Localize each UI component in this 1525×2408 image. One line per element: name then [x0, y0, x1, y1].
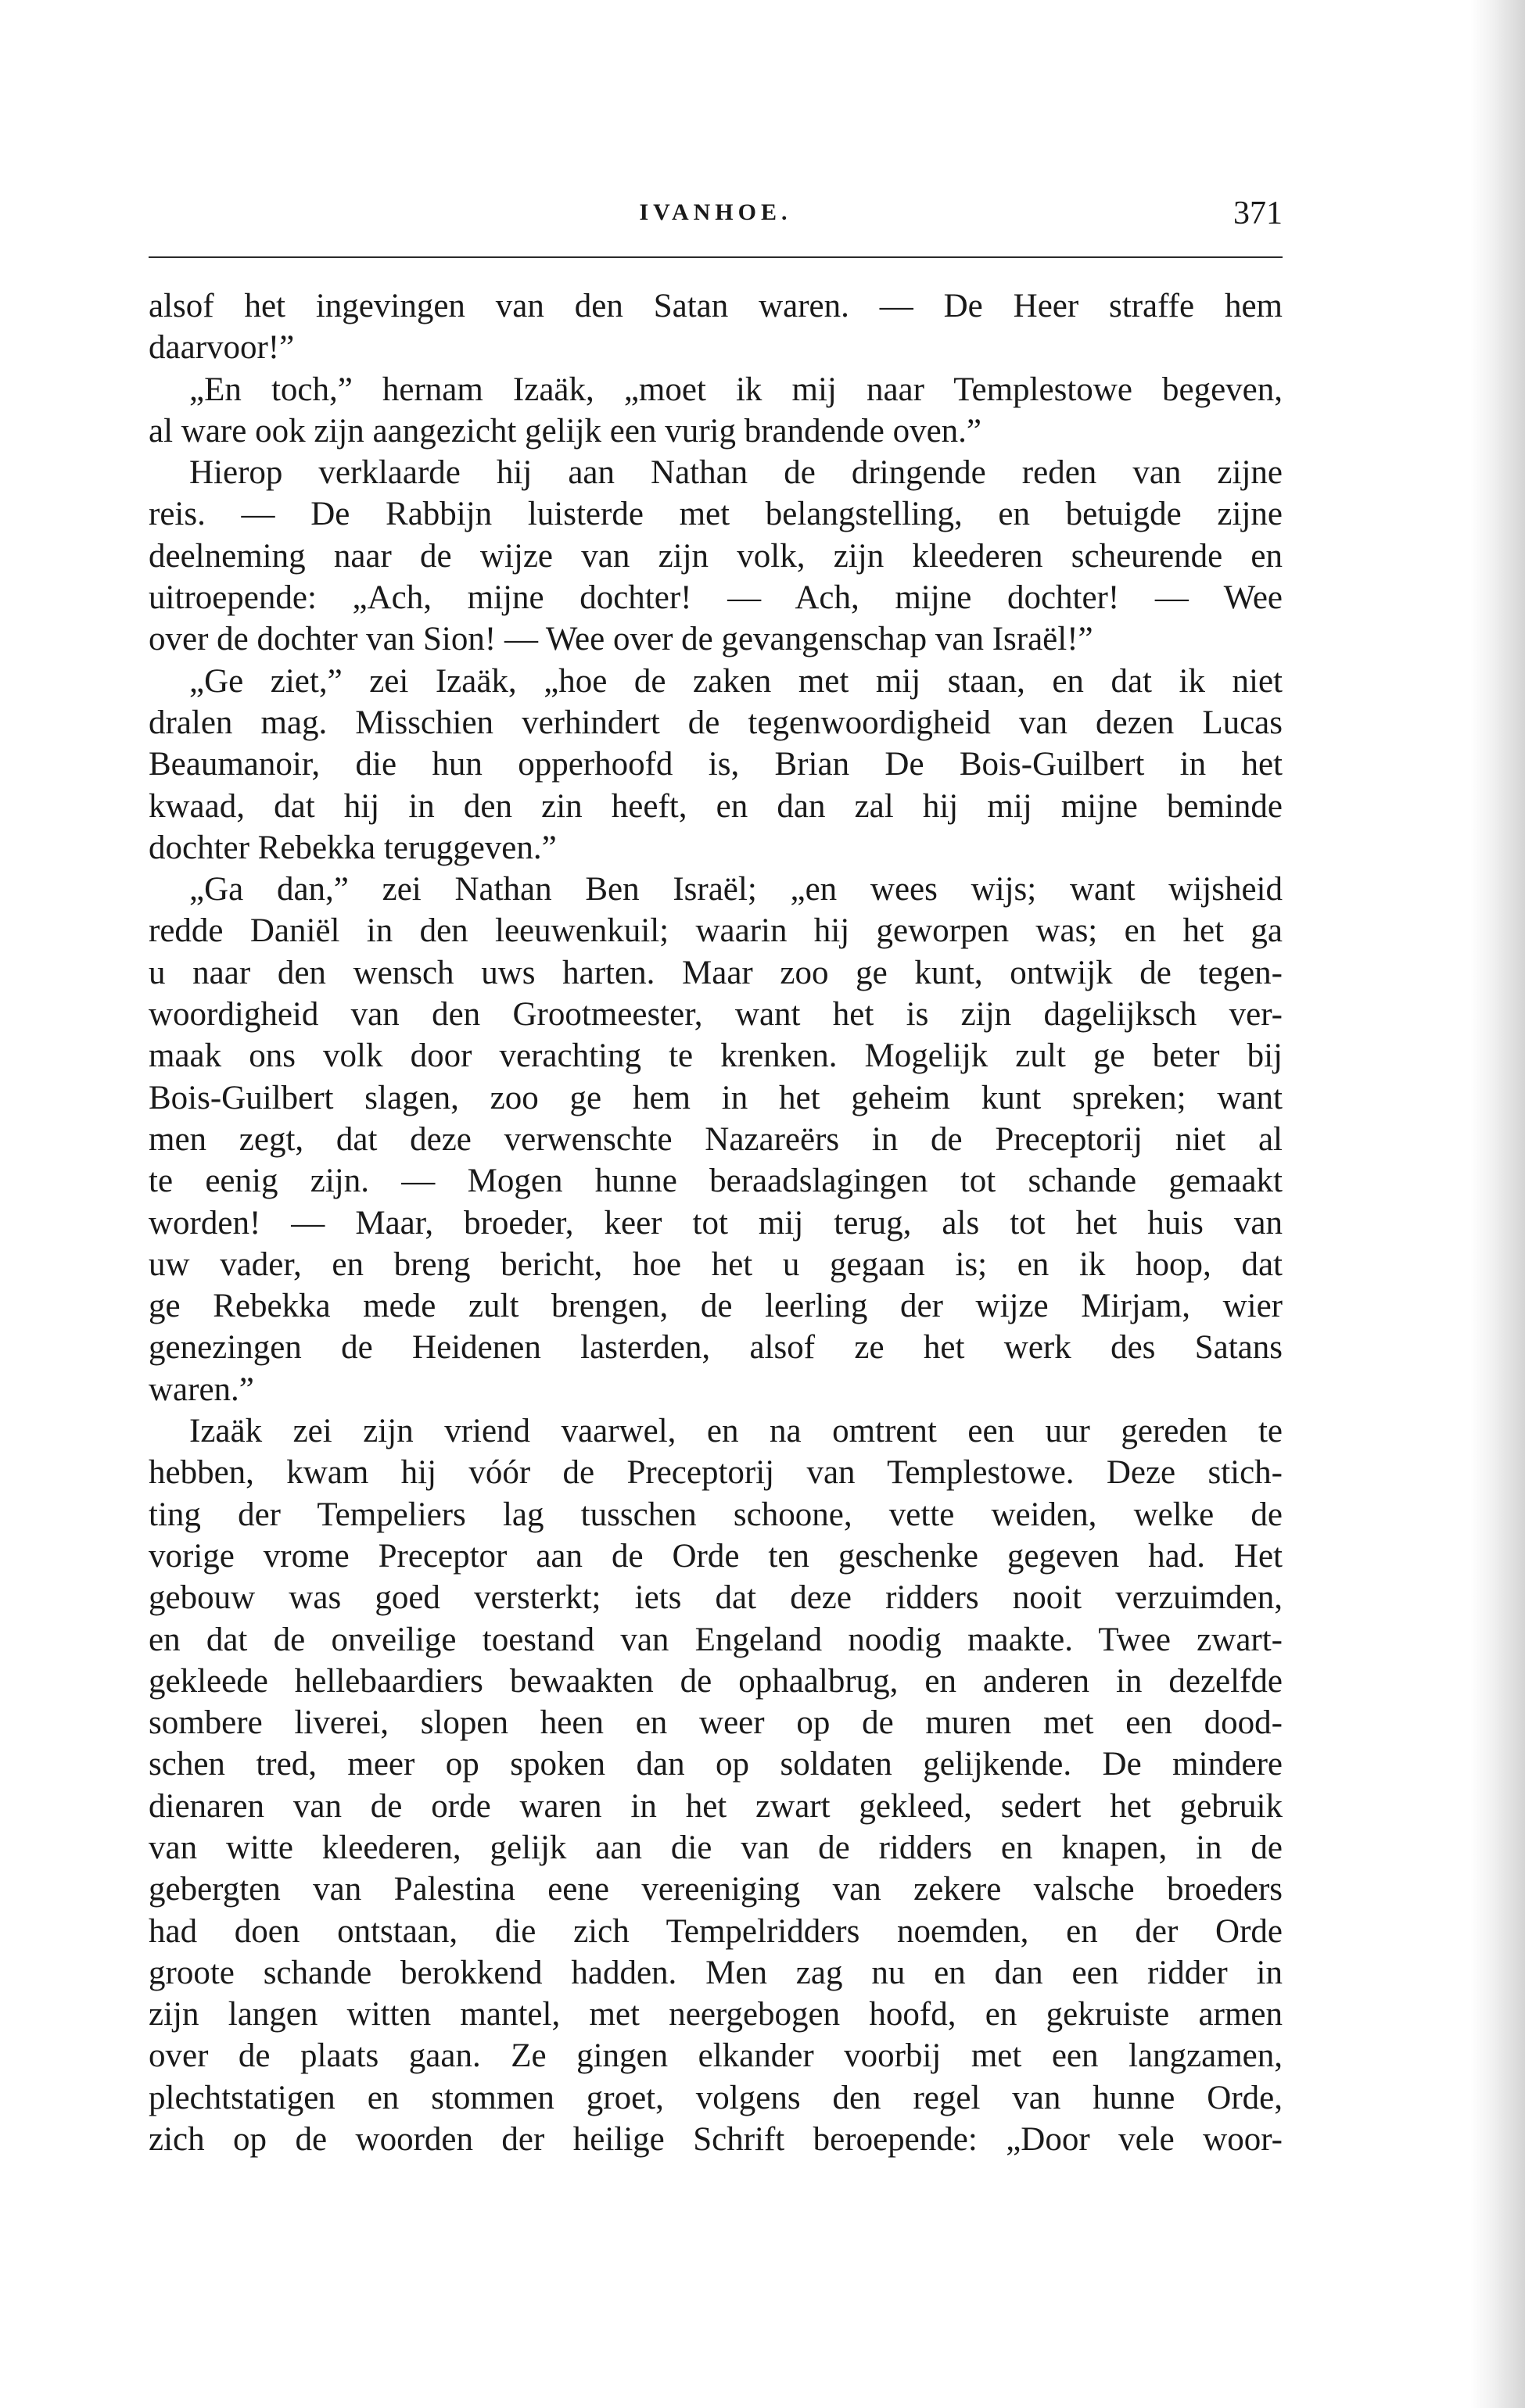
- text-line: al ware ook zijn aangezicht gelijk een vurig brandende oven.”: [149, 412, 981, 450]
- text-line: deelneming naar de wijze van zijn volk, zijn kleederen scheurende en: [149, 537, 1283, 575]
- text-line: zich op de woorden der heilige Schrift beroepende: „Door vele woor-: [149, 2121, 1283, 2159]
- text-line: groote schande berokkend hadden. Men zag nu en dan een ridder in: [149, 1954, 1283, 1991]
- text-line: gekleede hellebaardiers bewaakten de ophaalbrug, en anderen in dezelfde: [149, 1662, 1283, 1700]
- text-line: ting der Tempeliers lag tusschen schoone, vette weiden, welke de: [149, 1496, 1283, 1533]
- text-line: Bois-Guilbert slagen, zoo ge hem in het geheim kunt spreken; want: [149, 1079, 1283, 1116]
- text-line: reis. — De Rabbijn luisterde met belangstelling, en betuigde zijne: [149, 496, 1283, 533]
- text-line: Izaäk zei zijn vriend vaarwel, en na omtrent een uur gereden te: [189, 1413, 1283, 1450]
- text-line: plechtstatigen en stommen groet, volgens den regel van hunne Orde,: [149, 2079, 1283, 2116]
- text-line: men zegt, dat deze verwenschte Nazareërs in de Preceptorij niet al: [149, 1120, 1283, 1158]
- text-line: genezingen de Heidenen lasterden, alsof ze het werk des Satans: [149, 1329, 1283, 1367]
- text-line: Beaumanoir, die hun opperhoofd is, Brian De Bois-Guilbert in het: [149, 746, 1283, 783]
- text-line: zijn langen witten mantel, met neergebogen hoofd, en gekruiste armen: [149, 1996, 1283, 2034]
- text-line: uw vader, en breng bericht, hoe het u gegaan is; en ik hoop, dat: [149, 1245, 1283, 1283]
- text-line: redde Daniël in den leeuwenkuil; waarin hij geworpen was; en het ga: [149, 912, 1283, 950]
- text-line: van witte kleederen, gelijk aan die van de ridders en knapen, in de: [149, 1829, 1283, 1866]
- text-line: dochter Rebekka teruggeven.”: [149, 829, 557, 866]
- text-line: „Ge ziet,” zei Izaäk, „hoe de zaken met mij staan, en dat ik niet: [189, 662, 1283, 700]
- text-line: u naar den wensch uws harten. Maar zoo ge kunt, ontwijk de tegen-: [149, 954, 1283, 991]
- text-line: had doen ontstaan, die zich Tempelridders noemden, en der Orde: [149, 1912, 1283, 1950]
- text-line: dienaren van de orde waren in het zwart gekleed, sedert het gebruik: [149, 1787, 1283, 1825]
- page-header: [149, 195, 1283, 246]
- text-line: „En toch,” hernam Izaäk, „moet ik mij naar Templestowe begeven,: [189, 371, 1283, 408]
- text-line: sombere liverei, slopen heen en weer op de muren met een dood-: [149, 1704, 1283, 1742]
- text-line: kwaad, dat hij in den zin heeft, en dan zal hij mij mijne beminde: [149, 787, 1283, 825]
- text-line: daarvoor!”: [149, 329, 295, 367]
- text-line: dralen mag. Misschien verhindert de tegenwoordigheid van dezen Lucas: [149, 704, 1283, 741]
- text-line: „Ga dan,” zei Nathan Ben Israël; „en wees wijs; want wijsheid: [189, 871, 1283, 908]
- header-rule: [149, 256, 1283, 258]
- text-line: te eenig zijn. — Mogen hunne beraadslagingen tot schande gemaakt: [149, 1163, 1283, 1200]
- text-line: ge Rebekka mede zult brengen, de leerling der wijze Mirjam, wier: [149, 1288, 1283, 1325]
- page-number: 371: [1233, 195, 1283, 231]
- text-line: worden! — Maar, broeder, keer tot mij terug, als tot het huis van: [149, 1204, 1283, 1242]
- text-line: woordigheid van den Grootmeester, want het is zijn dagelijksch ver-: [149, 996, 1283, 1034]
- page-edge-shadow: [1470, 0, 1525, 2408]
- text-line: maak ons volk door verachting te krenken. Mogelijk zult ge beter bij: [149, 1037, 1283, 1075]
- text-line: alsof het ingevingen van den Satan waren. — De Heer straffe hem: [149, 288, 1283, 324]
- text-line: en dat de onveilige toestand van Engeland noodig maakte. Twee zwart-: [149, 1621, 1283, 1658]
- text-line: schen tred, meer op spoken dan op soldaten gelijkende. De mindere: [149, 1746, 1283, 1783]
- text-line: gebouw was goed versterkt; iets dat deze ridders nooit verzuimden,: [149, 1579, 1283, 1617]
- text-line: gebergten van Palestina eene vereeniging van zekere valsche broeders: [149, 1871, 1283, 1908]
- text-line: vorige vrome Preceptor aan de Orde ten geschenke gegeven had. Het: [149, 1537, 1283, 1575]
- text-line: over de plaats gaan. Ze gingen elkander voorbij met een langzamen,: [149, 2037, 1283, 2075]
- text-line: waren.”: [149, 1371, 254, 1408]
- text-line: uitroepende: „Ach, mijne dochter! — Ach, mijne dochter! — Wee: [149, 579, 1283, 617]
- running-head: IVANHOE.: [639, 199, 792, 225]
- text-line: over de dochter van Sion! — Wee over de gevangenschap van Israël!”: [149, 621, 1093, 658]
- body-text: [149, 285, 1283, 2160]
- text-line: hebben, kwam hij vóór de Preceptorij van Templestowe. Deze stich-: [149, 1454, 1283, 1492]
- text-line: Hierop verklaarde hij aan Nathan de dringende reden van zijne: [189, 454, 1283, 492]
